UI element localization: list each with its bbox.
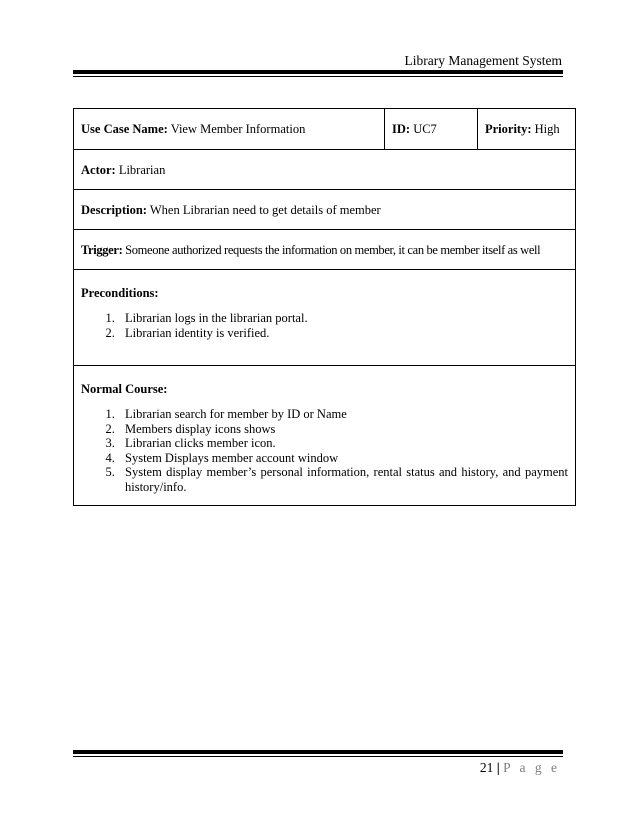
normal-course-step: 2. Members display icons shows [118, 422, 568, 437]
normal-course-list [81, 407, 568, 494]
description-cell [74, 190, 576, 230]
trigger-value: Someone authorized requests the information on member, it can be member itself as well [125, 242, 541, 257]
precondition-item: 1. Librarian logs in the librarian portal. [118, 311, 568, 326]
actor-cell [74, 150, 576, 190]
normal-course-step: 3. Librarian clicks member icon. [118, 436, 568, 451]
trigger-label: Trigger: [81, 242, 123, 257]
actor-row [74, 150, 576, 190]
header-title: Library Management System [404, 53, 562, 68]
header-rule-thin [73, 76, 563, 77]
precondition-item: 2. Librarian identity is verified. [118, 326, 568, 341]
actor-label: Actor: [81, 162, 116, 177]
page-separator: | [496, 760, 500, 775]
use-case-name-value: View Member Information [170, 122, 306, 136]
use-case-name-row [74, 109, 576, 150]
trigger-cell [74, 230, 576, 270]
footer-rule-thin [73, 756, 563, 757]
page-number: 21 [479, 760, 494, 775]
actor-value: Librarian [118, 162, 166, 177]
page-number-footer [480, 760, 560, 776]
preconditions-row [74, 270, 576, 366]
normal-course-cell [74, 366, 576, 506]
normal-course-label: Normal Course: [81, 382, 168, 396]
description-row [74, 190, 576, 230]
trigger-row [74, 230, 576, 270]
preconditions-cell [74, 270, 576, 366]
use-case-id-value: UC7 [413, 122, 437, 136]
use-case-id-label: ID: [392, 122, 411, 136]
normal-course-step: 4. System Displays member account window [118, 451, 568, 466]
use-case-priority-cell [478, 109, 576, 150]
preconditions-list [81, 311, 568, 340]
header-rule-thick [73, 70, 563, 74]
footer-rule-thick [73, 750, 563, 754]
priority-label: Priority: [485, 122, 532, 136]
use-case-name-cell [74, 109, 385, 150]
normal-course-step: 1. Librarian search for member by ID or Name [118, 407, 568, 422]
description-label: Description: [81, 202, 147, 217]
priority-value: High [534, 122, 560, 136]
use-case-id-cell [385, 109, 478, 150]
description-value: When Librarian need to get details of member [149, 202, 381, 217]
normal-course-step: 5. System display member’s personal information, rental status and history, and payment history/info. [118, 465, 568, 494]
preconditions-label: Preconditions: [81, 286, 159, 300]
use-case-name-label: Use Case Name: [81, 122, 168, 136]
normal-course-row [74, 366, 576, 506]
page-word: P a g e [503, 760, 560, 775]
use-case-table [73, 108, 576, 506]
